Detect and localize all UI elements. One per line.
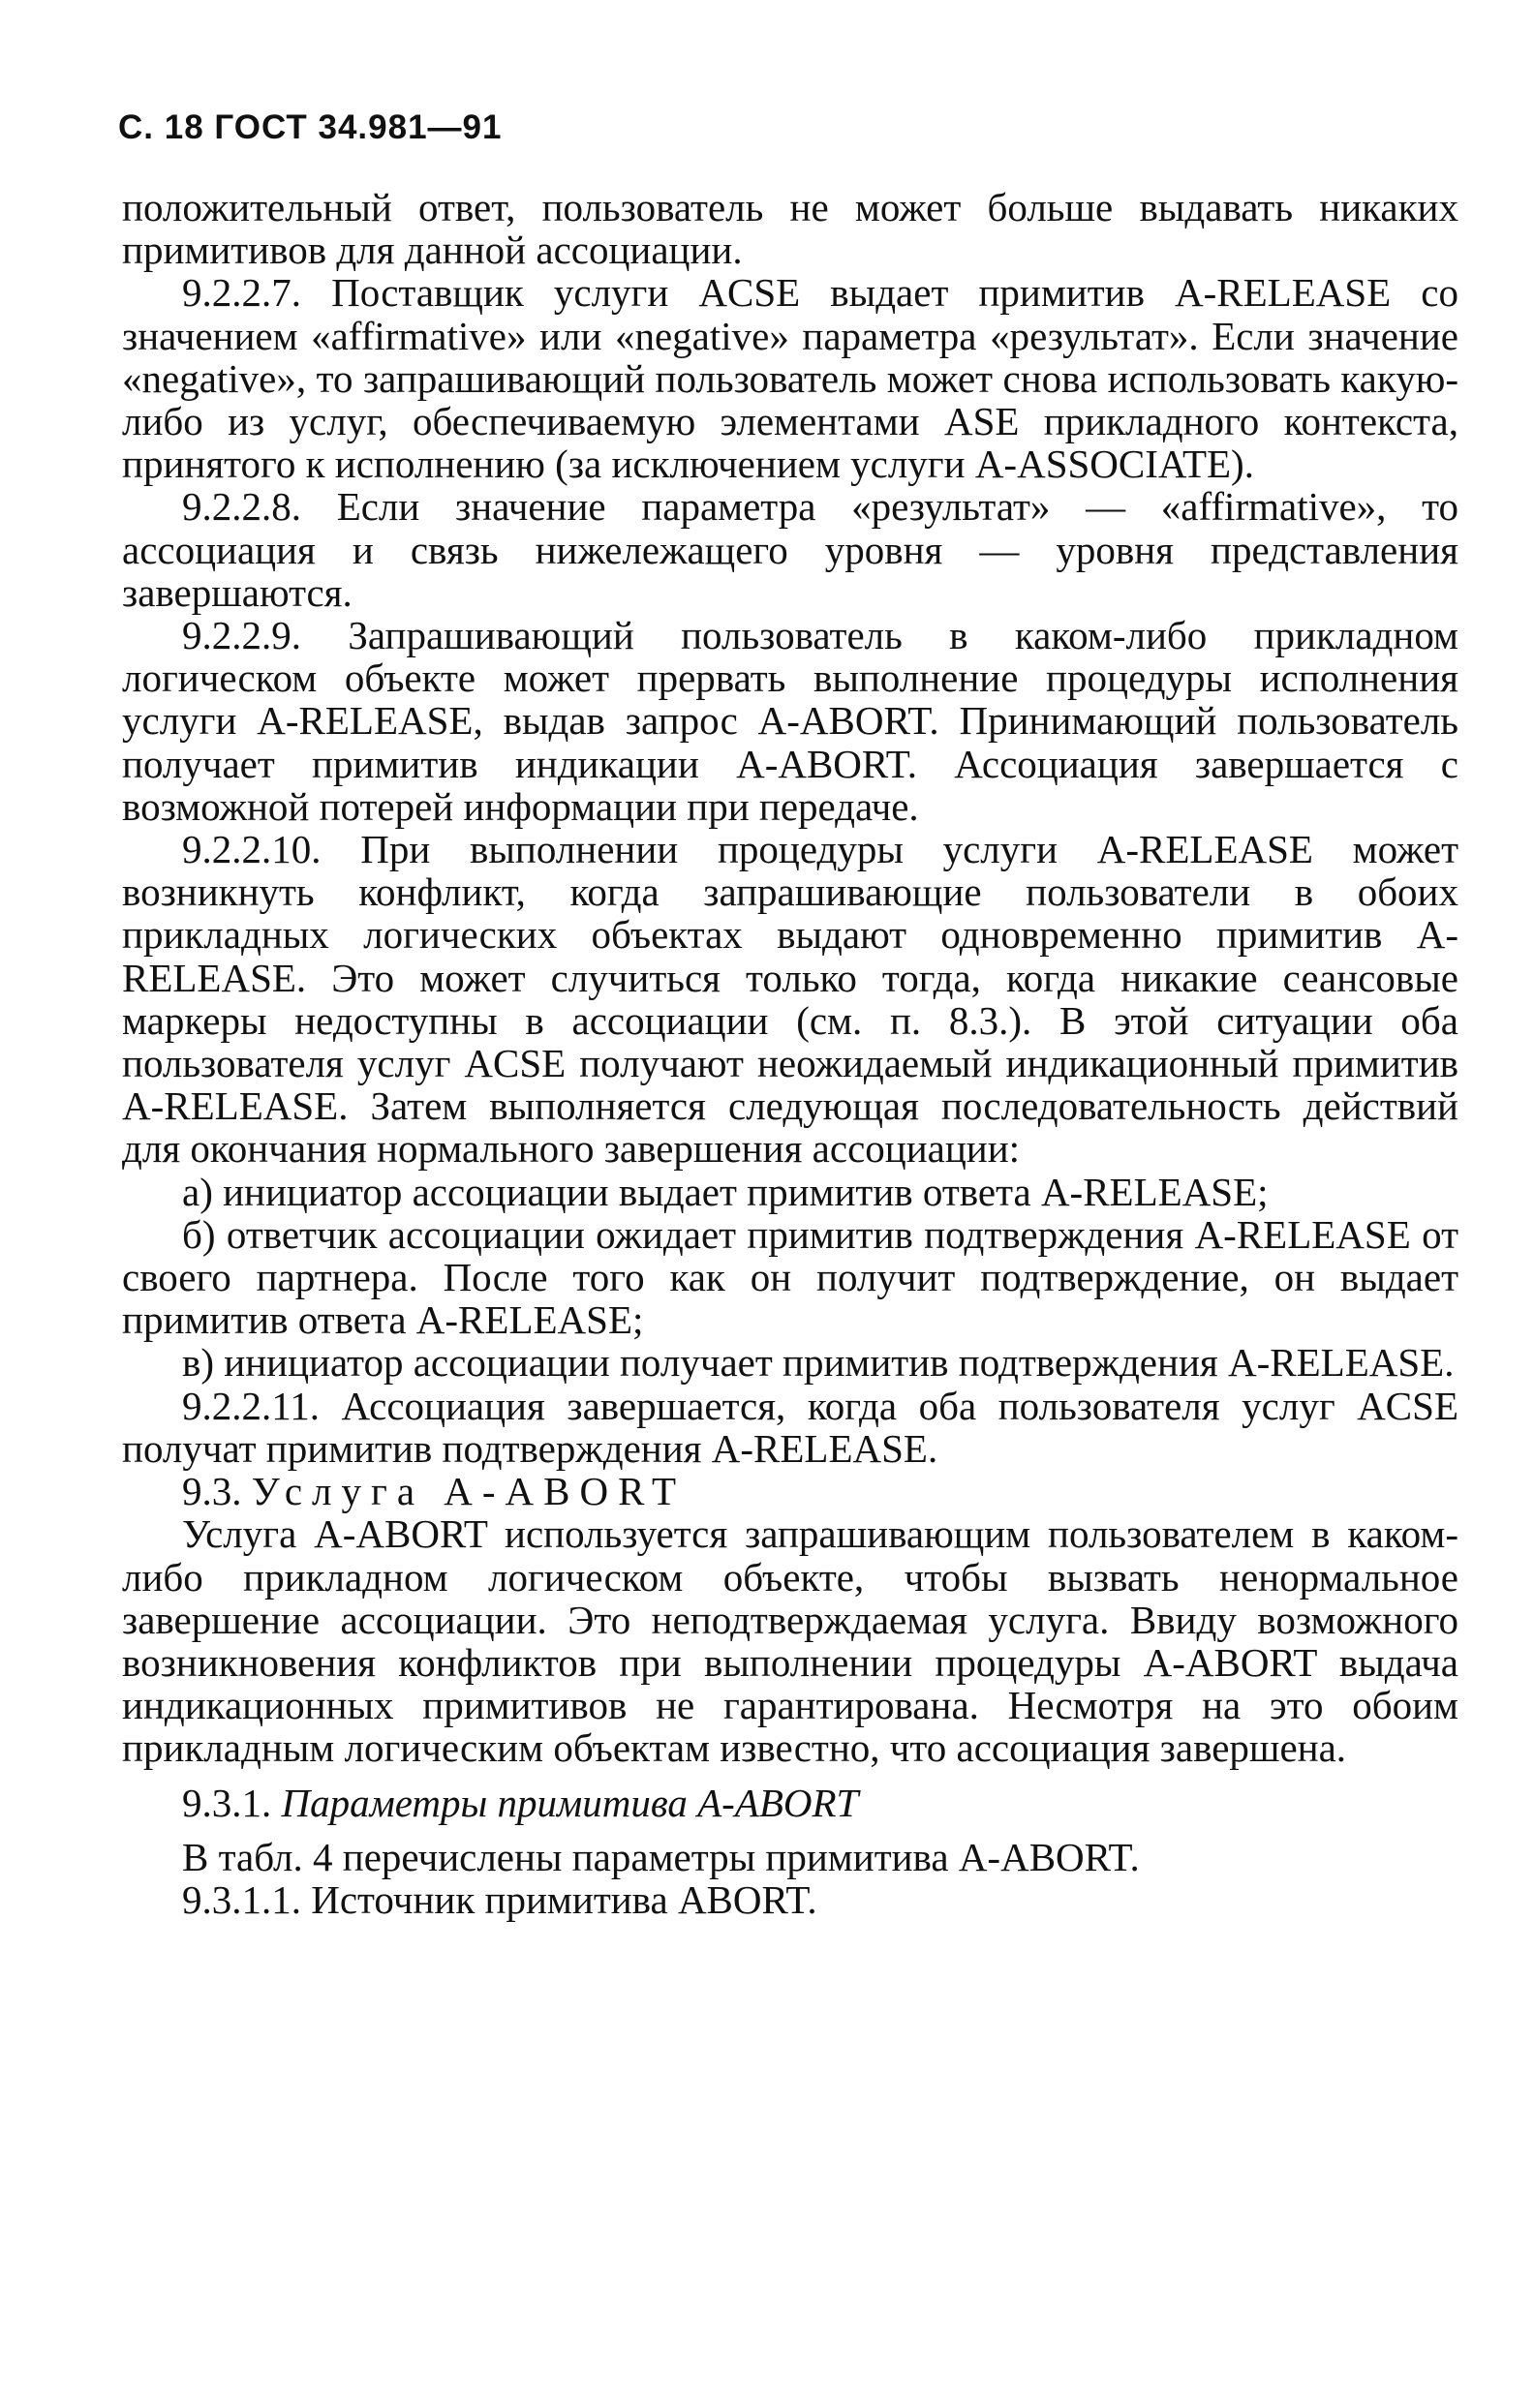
paragraph-9-2-2-10: 9.2.2.10. При выполнении процедуры услуги A-RELEASE может возникнуть конфликт, когда запрашивающие пользователи в обоих прикладных логических объектах выдают одновременно примитив A-RELEASE. Это может случиться только тогда, когда никакие сеансовые маркеры недоступны в ассоциации (см. п. 8.3.). В этой ситуации оба пользователя услуг ACSE получают неожидаемый индикационный примитив A-RELEASE. Затем выполняется следующая последовательность действий для окончания нормального завершения ассоциации:	[122, 827, 1458, 1172]
section-number: 9.3.	[182, 1469, 242, 1514]
document-body	[122, 186, 1458, 1921]
section-heading-9-3	[122, 1470, 1458, 1512]
paragraph-9-2-2-8: 9.2.2.8. Если значение параметра «результат» — «affirmative», то ассоциация и связь нижележащего уровня — уровня представления завершаются.	[122, 484, 1458, 615]
paragraph-table-reference: В табл. 4 перечислены параметры примитива A-ABORT.	[182, 1834, 1140, 1879]
subsection-heading-9-3-1	[122, 1782, 1458, 1824]
paragraph-9-2-2-11: 9.2.2.11. Ассоциация завершается, когда оба пользователя услуг ACSE получат примитив подтверждения A-RELEASE.	[122, 1383, 1458, 1471]
paragraph-continuation: положительный ответ, пользователь не может больше выдавать никаких примитивов для данной ассоциации.	[122, 185, 1458, 273]
section-title: Услуга A-ABORT	[251, 1469, 687, 1514]
paragraph-9-3-1-1: 9.3.1.1. Источник примитива ABORT.	[182, 1876, 817, 1922]
list-item-c: в) инициатор ассоциации получает примитив подтверждения A-RELEASE.	[182, 1340, 1455, 1386]
subsection-title: Параметры примитива A-ABORT	[281, 1780, 859, 1825]
paragraph-9-3-intro: Услуга A-ABORT используется запрашивающим пользователем в каком-либо прикладном логическом объекте, чтобы вызвать ненормальное завершение ассоциации. Это неподтверждаемая услуга. Ввиду возможного возникновения конфликтов при выполнении процедуры A-ABORT выдача индикационных примитивов не гарантирована. Несмотря на это обоим прикладным логическим объектам известно, что ассоциация завершена.	[122, 1511, 1458, 1771]
list-item-b: б) ответчик ассоциации ожидает примитив подтверждения A-RELEASE от своего партнера. После того как он получит подтверждение, он выдает примитив ответа A-RELEASE;	[122, 1211, 1458, 1343]
list-item-a: а) инициатор ассоциации выдает примитив ответа A-RELEASE;	[182, 1169, 1269, 1214]
running-head: С. 18 ГОСТ 34.981—91	[118, 108, 503, 146]
paragraph-9-2-2-9: 9.2.2.9. Запрашивающий пользователь в каком-либо прикладном логическом объекте может прервать выполнение процедуры исполнения услуги A-RELEASE, выдав запрос A-ABORT. Принимающий пользователь получает примитив индикации A-ABORT. Ассоциация завершается с возможной потерей информации при передаче.	[122, 613, 1458, 829]
subsection-number: 9.3.1.	[182, 1780, 272, 1825]
paragraph-9-2-2-7: 9.2.2.7. Поставщик услуги ACSE выдает примитив A-RELEASE со значением «affirmative» или «negative» параметра «результат». Если значение «negative», то запрашивающий пользователь может снова использовать какую-либо из услуг, обеспечиваемую элементами ASE прикладного контекста, принятого к исполнению (за исключением услуги A-ASSOCIATE).	[122, 270, 1458, 487]
